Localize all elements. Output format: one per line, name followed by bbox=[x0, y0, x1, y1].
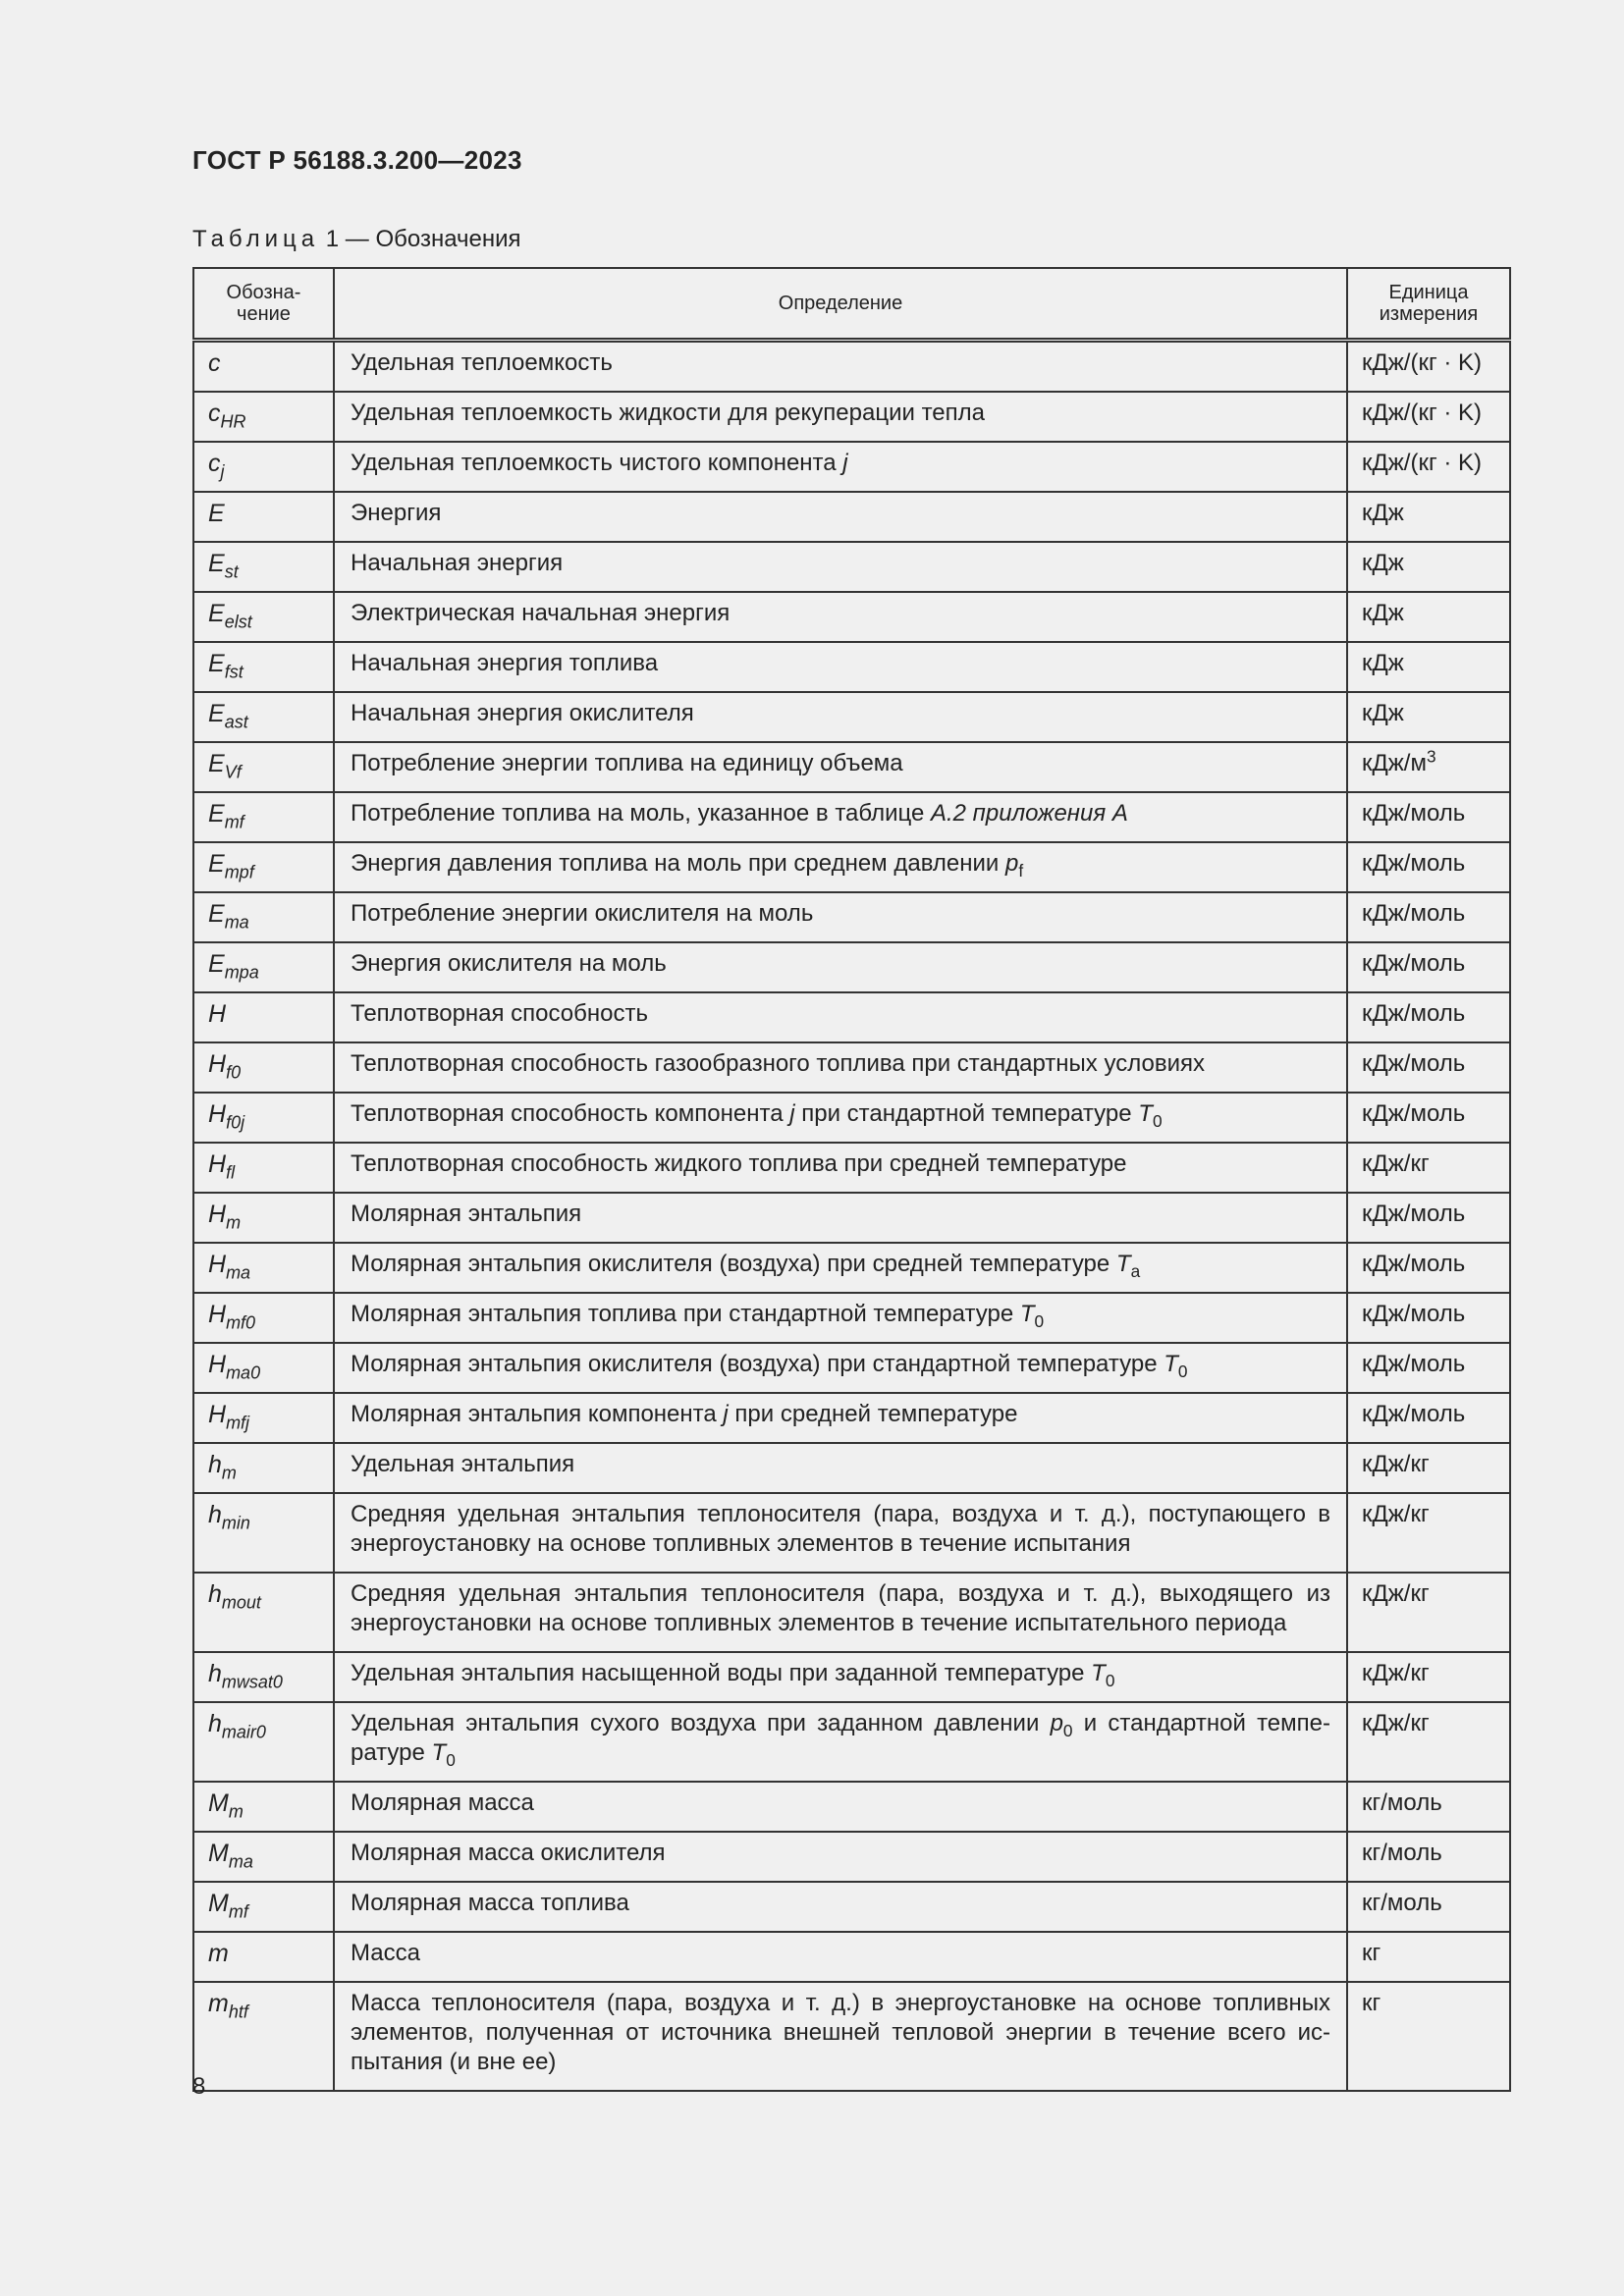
unit-text: кг/моль bbox=[1362, 1840, 1442, 1866]
symbol-cell bbox=[193, 542, 334, 592]
definition-symbol: T bbox=[1164, 1351, 1178, 1377]
symbol-base: H bbox=[208, 1401, 227, 1428]
symbol-cell bbox=[193, 1293, 334, 1343]
table-caption-title: 1 — Обозначения bbox=[325, 226, 521, 252]
page-number: 8 bbox=[192, 2073, 206, 2100]
symbol-base: h bbox=[208, 1710, 222, 1737]
definition-cell bbox=[334, 692, 1347, 742]
symbol-subscript: mwsat0 bbox=[221, 1672, 283, 1692]
unit-cell bbox=[1347, 592, 1510, 642]
symbol-cell bbox=[193, 1832, 334, 1882]
table-row bbox=[193, 542, 1510, 592]
table-row bbox=[193, 1493, 1510, 1573]
definition-text-continued: при средней температуре bbox=[734, 1401, 1018, 1427]
definition-text: Энергия давления топлива на моль при среднем давлении bbox=[351, 850, 1000, 877]
definition-cell bbox=[334, 1243, 1347, 1293]
definition-text: Молярная энтальпия компонента bbox=[351, 1401, 717, 1427]
definition-text-continued: при стандартной температуре bbox=[801, 1100, 1132, 1127]
unit-text: кДж/моль bbox=[1362, 1201, 1466, 1227]
unit-cell bbox=[1347, 792, 1510, 842]
definition-text: Теплотворная способность bbox=[351, 1000, 648, 1027]
symbol-subscript: mpf bbox=[224, 862, 254, 882]
symbol-base: E bbox=[208, 650, 225, 677]
symbol-cell bbox=[193, 1143, 334, 1193]
definition-text: Теплотворная способность газообразного топлива при стандартных условиях bbox=[351, 1050, 1205, 1077]
table-row bbox=[193, 792, 1510, 842]
unit-cell bbox=[1347, 1093, 1510, 1143]
unit-text: кДж bbox=[1362, 600, 1404, 626]
definition-subscript: f bbox=[1018, 861, 1024, 881]
table-row bbox=[193, 1243, 1510, 1293]
definition-text: Молярная масса топлива bbox=[351, 1890, 629, 1916]
definition-text: Молярная энтальпия окислителя (воздуха) при средней температуре bbox=[351, 1251, 1110, 1277]
symbol-base: H bbox=[208, 1251, 227, 1278]
symbol-cell bbox=[193, 1093, 334, 1143]
definition-text: Масса теплоносителя (пара, воздуха и т. д.) в энергоустановке на основе топливных элементов, полученная от источника внешней тепловой энергии в течение всего ис-пытания (и вне ее) bbox=[351, 1990, 1330, 2075]
symbol-cell bbox=[193, 1042, 334, 1093]
symbol-base: M bbox=[208, 1890, 229, 1917]
definition-cell bbox=[334, 842, 1347, 892]
symbol-cell bbox=[193, 1393, 334, 1443]
definition-text: Энергия bbox=[351, 500, 442, 526]
symbol-cell bbox=[193, 742, 334, 792]
symbol-base: M bbox=[208, 1789, 229, 1817]
symbol-cell bbox=[193, 1243, 334, 1293]
definition-cell bbox=[334, 1343, 1347, 1393]
definition-cell bbox=[334, 592, 1347, 642]
table-row bbox=[193, 892, 1510, 942]
definition-text: Потребление энергии топлива на единицу объема bbox=[351, 750, 903, 776]
unit-text: кДж/кг bbox=[1362, 1451, 1430, 1477]
definition-text: Начальная энергия топлива bbox=[351, 650, 659, 676]
symbol-base: m bbox=[208, 1940, 229, 1967]
definition-cell bbox=[334, 341, 1347, 393]
symbol-subscript: min bbox=[221, 1513, 250, 1533]
symbol-subscript: mf bbox=[228, 1901, 248, 1922]
unit-text: кДж bbox=[1362, 550, 1404, 576]
table-caption bbox=[192, 226, 521, 253]
unit-cell bbox=[1347, 742, 1510, 792]
unit-cell bbox=[1347, 1882, 1510, 1932]
symbol-subscript: mair0 bbox=[221, 1722, 266, 1742]
definition-cell bbox=[334, 992, 1347, 1042]
symbol-base: E bbox=[208, 600, 225, 627]
unit-text: кДж/моль bbox=[1362, 950, 1466, 977]
symbol-cell bbox=[193, 442, 334, 492]
definition-cell bbox=[334, 542, 1347, 592]
symbol-cell bbox=[193, 1652, 334, 1702]
definition-symbol: j bbox=[789, 1100, 795, 1127]
unit-cell bbox=[1347, 892, 1510, 942]
unit-cell bbox=[1347, 692, 1510, 742]
unit-cell bbox=[1347, 492, 1510, 542]
table-row bbox=[193, 1652, 1510, 1702]
definition-cell bbox=[334, 1573, 1347, 1652]
symbol-subscript: ma bbox=[226, 1262, 251, 1283]
definition-cell bbox=[334, 942, 1347, 992]
symbol-base: E bbox=[208, 550, 225, 577]
symbol-subscript: mout bbox=[221, 1592, 261, 1613]
symbol-base: E bbox=[208, 800, 225, 828]
symbol-subscript: HR bbox=[220, 411, 246, 432]
symbol-cell bbox=[193, 341, 334, 393]
definition-symbol: p bbox=[1050, 1710, 1063, 1736]
table-row bbox=[193, 642, 1510, 692]
unit-cell bbox=[1347, 442, 1510, 492]
table-row bbox=[193, 1882, 1510, 1932]
unit-text: кДж/(кг · K) bbox=[1362, 349, 1483, 376]
definition-symbol: j bbox=[842, 450, 848, 476]
definition-text: Молярная энтальпия bbox=[351, 1201, 582, 1227]
symbol-base: h bbox=[208, 1451, 222, 1478]
column-header-symbol: Обозна- чение bbox=[193, 268, 334, 341]
symbol-subscript: mfj bbox=[226, 1413, 250, 1433]
symbol-cell bbox=[193, 1193, 334, 1243]
definition-symbol: j bbox=[723, 1401, 729, 1427]
column-header-unit: Единица измерения bbox=[1347, 268, 1510, 341]
symbol-base: E bbox=[208, 700, 225, 727]
unit-text: кДж/моль bbox=[1362, 1351, 1466, 1377]
symbol-base: H bbox=[208, 1201, 227, 1228]
unit-text: кДж/моль bbox=[1362, 1251, 1466, 1277]
table-row bbox=[193, 392, 1510, 442]
definition-cell bbox=[334, 792, 1347, 842]
symbol-cell bbox=[193, 492, 334, 542]
symbol-subscript: elst bbox=[224, 612, 252, 632]
unit-cell bbox=[1347, 1652, 1510, 1702]
symbol-subscript: mf bbox=[224, 812, 244, 832]
symbol-subscript: m bbox=[226, 1212, 242, 1233]
table-header-row bbox=[193, 268, 1510, 341]
symbol-subscript: mf0 bbox=[226, 1312, 256, 1333]
unit-text: кДж/кг bbox=[1362, 1501, 1430, 1527]
definition-text: Средняя удельная энтальпия теплоносителя (пара, воздуха и т. д.), поступающего в энергоустановку на основе топливных элементов в течение испытания bbox=[351, 1501, 1330, 1557]
symbols-table bbox=[192, 267, 1511, 2092]
unit-cell bbox=[1347, 1143, 1510, 1193]
unit-cell bbox=[1347, 341, 1510, 393]
table-row bbox=[193, 742, 1510, 792]
symbol-subscript: fl bbox=[226, 1162, 236, 1183]
symbol-cell bbox=[193, 892, 334, 942]
definition-text: Удельная теплоемкость bbox=[351, 349, 613, 376]
symbol-base: E bbox=[208, 850, 225, 878]
unit-cell bbox=[1347, 392, 1510, 442]
symbol-cell bbox=[193, 642, 334, 692]
symbol-base: H bbox=[208, 1100, 227, 1128]
symbol-cell bbox=[193, 1702, 334, 1782]
symbol-cell bbox=[193, 842, 334, 892]
unit-cell bbox=[1347, 1243, 1510, 1293]
unit-text: кДж bbox=[1362, 700, 1404, 726]
table-row bbox=[193, 842, 1510, 892]
definition-cell bbox=[334, 1493, 1347, 1573]
definition-subscript: 0 bbox=[1062, 1721, 1073, 1741]
definition-symbol: T bbox=[1138, 1100, 1153, 1127]
symbol-subscript: j bbox=[220, 461, 225, 482]
unit-text: кДж bbox=[1362, 500, 1404, 526]
symbol-subscript: st bbox=[224, 561, 239, 582]
definition-symbol: T bbox=[1091, 1660, 1106, 1686]
definition-text: Потребление топлива на моль, указанное в таблице bbox=[351, 800, 925, 827]
unit-text: кДж/м bbox=[1362, 750, 1427, 776]
unit-text: кДж bbox=[1362, 650, 1404, 676]
symbol-base: E bbox=[208, 750, 225, 777]
unit-text: кг bbox=[1362, 1990, 1381, 2016]
table-body bbox=[193, 341, 1510, 2092]
symbol-cell bbox=[193, 792, 334, 842]
symbol-cell bbox=[193, 1573, 334, 1652]
symbol-base: H bbox=[208, 1050, 227, 1078]
table-row bbox=[193, 442, 1510, 492]
unit-cell bbox=[1347, 992, 1510, 1042]
definition-cell bbox=[334, 1443, 1347, 1493]
symbol-cell bbox=[193, 592, 334, 642]
unit-cell bbox=[1347, 1393, 1510, 1443]
definition-text: Удельная теплоемкость жидкости для рекуперации тепла bbox=[351, 400, 985, 426]
definition-text: Молярная энтальпия топлива при стандартной температуре bbox=[351, 1301, 1014, 1327]
symbol-subscript: ma0 bbox=[226, 1362, 261, 1383]
unit-cell bbox=[1347, 1042, 1510, 1093]
unit-text: кДж/моль bbox=[1362, 1301, 1466, 1327]
symbol-subscript: ma bbox=[228, 1851, 253, 1872]
table-row bbox=[193, 1782, 1510, 1832]
symbol-base: H bbox=[208, 1000, 227, 1028]
definition-text: Энергия окислителя на моль bbox=[351, 950, 667, 977]
definition-text: Удельная энтальпия сухого воздуха при заданном давлении bbox=[351, 1710, 1040, 1736]
symbol-subscript: m bbox=[228, 1801, 244, 1822]
symbol-subscript: Vf bbox=[224, 762, 242, 782]
symbol-base: c bbox=[208, 349, 221, 377]
symbol-base: H bbox=[208, 1351, 227, 1378]
definition-symbol: p bbox=[1005, 850, 1019, 877]
definition-cell bbox=[334, 392, 1347, 442]
unit-cell bbox=[1347, 1832, 1510, 1882]
unit-text: кг/моль bbox=[1362, 1789, 1442, 1816]
definition-symbol: T bbox=[431, 1739, 447, 1766]
definition-text: Средняя удельная энтальпия теплоносителя (пара, воздуха и т. д.), выходящего из энергоустановки на основе топливных элементов в течение испытательного периода bbox=[351, 1580, 1330, 1636]
definition-subscript: 0 bbox=[1034, 1311, 1045, 1332]
symbol-subscript: m bbox=[221, 1463, 237, 1483]
table-row bbox=[193, 1393, 1510, 1443]
unit-cell bbox=[1347, 1193, 1510, 1243]
unit-cell bbox=[1347, 1573, 1510, 1652]
definition-cell bbox=[334, 1093, 1347, 1143]
symbol-cell bbox=[193, 1443, 334, 1493]
symbol-base: M bbox=[208, 1840, 229, 1867]
symbol-cell bbox=[193, 942, 334, 992]
definition-cell bbox=[334, 1702, 1347, 1782]
definition-cell bbox=[334, 1042, 1347, 1093]
definition-text: Начальная энергия bbox=[351, 550, 564, 576]
table-row bbox=[193, 1093, 1510, 1143]
unit-cell bbox=[1347, 1293, 1510, 1343]
unit-cell bbox=[1347, 1982, 1510, 2091]
definition-text-continued: и стандартной темпе-ратуре bbox=[351, 1710, 1330, 1766]
symbol-base: h bbox=[208, 1580, 222, 1608]
table-row bbox=[193, 1443, 1510, 1493]
unit-text: кДж/моль bbox=[1362, 1100, 1466, 1127]
table-row bbox=[193, 1193, 1510, 1243]
symbol-cell bbox=[193, 1882, 334, 1932]
definition-cell bbox=[334, 492, 1347, 542]
symbol-base: h bbox=[208, 1501, 222, 1528]
definition-cell bbox=[334, 1143, 1347, 1193]
unit-text: кДж/(кг · K) bbox=[1362, 450, 1483, 476]
table-row bbox=[193, 992, 1510, 1042]
column-header-definition: Определение bbox=[334, 268, 1347, 341]
unit-cell bbox=[1347, 1702, 1510, 1782]
definition-cell bbox=[334, 1293, 1347, 1343]
unit-text: кДж/моль bbox=[1362, 1000, 1466, 1027]
definition-cell bbox=[334, 642, 1347, 692]
definition-text: Начальная энергия окислителя bbox=[351, 700, 694, 726]
symbol-subscript: ma bbox=[224, 912, 249, 933]
definition-subscript: 0 bbox=[1105, 1671, 1115, 1691]
unit-text: кДж/кг bbox=[1362, 1580, 1430, 1607]
symbol-base: E bbox=[208, 900, 225, 928]
symbol-cell bbox=[193, 1932, 334, 1982]
unit-text: кДж/моль bbox=[1362, 900, 1466, 927]
table-caption-word: Таблица bbox=[192, 226, 320, 252]
table-row bbox=[193, 942, 1510, 992]
definition-symbol: T bbox=[1115, 1251, 1131, 1277]
unit-superscript: 3 bbox=[1426, 746, 1436, 767]
symbol-base: H bbox=[208, 1301, 227, 1328]
unit-text: кг bbox=[1362, 1940, 1381, 1966]
unit-text: кДж/моль bbox=[1362, 1401, 1466, 1427]
definition-subscript: a bbox=[1130, 1261, 1141, 1282]
unit-text: кДж/кг bbox=[1362, 1710, 1430, 1736]
symbol-base: E bbox=[208, 950, 225, 978]
unit-text: кг/моль bbox=[1362, 1890, 1442, 1916]
definition-cell bbox=[334, 892, 1347, 942]
unit-cell bbox=[1347, 1493, 1510, 1573]
symbol-base: c bbox=[208, 450, 221, 477]
definition-cell bbox=[334, 1932, 1347, 1982]
symbol-cell bbox=[193, 992, 334, 1042]
symbol-subscript: mpa bbox=[224, 962, 259, 983]
definition-subscript: 0 bbox=[446, 1750, 456, 1771]
table-row bbox=[193, 341, 1510, 393]
definition-symbol: T bbox=[1019, 1301, 1035, 1327]
unit-cell bbox=[1347, 1932, 1510, 1982]
symbol-cell bbox=[193, 1343, 334, 1393]
definition-text: Молярная масса bbox=[351, 1789, 534, 1816]
table-row bbox=[193, 1143, 1510, 1193]
table-row bbox=[193, 1982, 1510, 2091]
definition-cell bbox=[334, 1832, 1347, 1882]
unit-cell bbox=[1347, 842, 1510, 892]
table-row bbox=[193, 592, 1510, 642]
unit-cell bbox=[1347, 1782, 1510, 1832]
unit-text: кДж/моль bbox=[1362, 1050, 1466, 1077]
symbol-subscript: htf bbox=[228, 2002, 248, 2022]
definition-cell bbox=[334, 1882, 1347, 1932]
definition-text: Удельная энтальпия насыщенной воды при заданной температуре bbox=[351, 1660, 1085, 1686]
definition-cell bbox=[334, 442, 1347, 492]
table-row bbox=[193, 1343, 1510, 1393]
symbol-base: E bbox=[208, 500, 225, 527]
symbol-cell bbox=[193, 1782, 334, 1832]
definition-cell bbox=[334, 1652, 1347, 1702]
table-row bbox=[193, 1042, 1510, 1093]
unit-text: кДж/моль bbox=[1362, 850, 1466, 877]
unit-text: кДж/моль bbox=[1362, 800, 1466, 827]
symbol-subscript: fst bbox=[224, 662, 244, 682]
symbol-base: h bbox=[208, 1660, 222, 1687]
definition-text: Теплотворная способность жидкого топлива при средней температуре bbox=[351, 1150, 1127, 1177]
table-row bbox=[193, 1573, 1510, 1652]
definition-cell bbox=[334, 1393, 1347, 1443]
unit-cell bbox=[1347, 1343, 1510, 1393]
symbol-base: c bbox=[208, 400, 221, 427]
symbol-cell bbox=[193, 1493, 334, 1573]
definition-text: Молярная энтальпия окислителя (воздуха) при стандартной температуре bbox=[351, 1351, 1158, 1377]
definition-cell bbox=[334, 742, 1347, 792]
unit-cell bbox=[1347, 942, 1510, 992]
symbol-subscript: f0 bbox=[226, 1062, 242, 1083]
definition-text: Удельная теплоемкость чистого компонента bbox=[351, 450, 837, 476]
table-row bbox=[193, 1702, 1510, 1782]
definition-subscript: 0 bbox=[1177, 1362, 1188, 1382]
definition-text: Потребление энергии окислителя на моль bbox=[351, 900, 814, 927]
unit-text: кДж/(кг · K) bbox=[1362, 400, 1483, 426]
table-row bbox=[193, 1832, 1510, 1882]
symbol-subscript: f0j bbox=[226, 1112, 245, 1133]
unit-text: кДж/кг bbox=[1362, 1150, 1430, 1177]
definition-text: Теплотворная способность компонента bbox=[351, 1100, 784, 1127]
table-row bbox=[193, 1293, 1510, 1343]
definition-symbol: А.2 приложения А bbox=[930, 800, 1128, 827]
document-code: ГОСТ Р 56188.3.200—2023 bbox=[192, 145, 522, 175]
unit-text: кДж/кг bbox=[1362, 1660, 1430, 1686]
unit-cell bbox=[1347, 642, 1510, 692]
definition-text: Молярная масса окислителя bbox=[351, 1840, 666, 1866]
table-row bbox=[193, 692, 1510, 742]
definition-text: Электрическая начальная энергия bbox=[351, 600, 731, 626]
table-row bbox=[193, 1932, 1510, 1982]
definition-cell bbox=[334, 1782, 1347, 1832]
definition-text: Удельная энтальпия bbox=[351, 1451, 575, 1477]
symbol-cell bbox=[193, 1982, 334, 2091]
definition-cell bbox=[334, 1193, 1347, 1243]
symbol-subscript: ast bbox=[224, 712, 248, 732]
symbol-base: H bbox=[208, 1150, 227, 1178]
definition-cell bbox=[334, 1982, 1347, 2091]
unit-cell bbox=[1347, 1443, 1510, 1493]
symbol-cell bbox=[193, 692, 334, 742]
unit-cell bbox=[1347, 542, 1510, 592]
definition-text: Масса bbox=[351, 1940, 420, 1966]
symbol-cell bbox=[193, 392, 334, 442]
table-row bbox=[193, 492, 1510, 542]
definition-subscript: 0 bbox=[1152, 1111, 1163, 1132]
symbol-base: m bbox=[208, 1990, 229, 2017]
